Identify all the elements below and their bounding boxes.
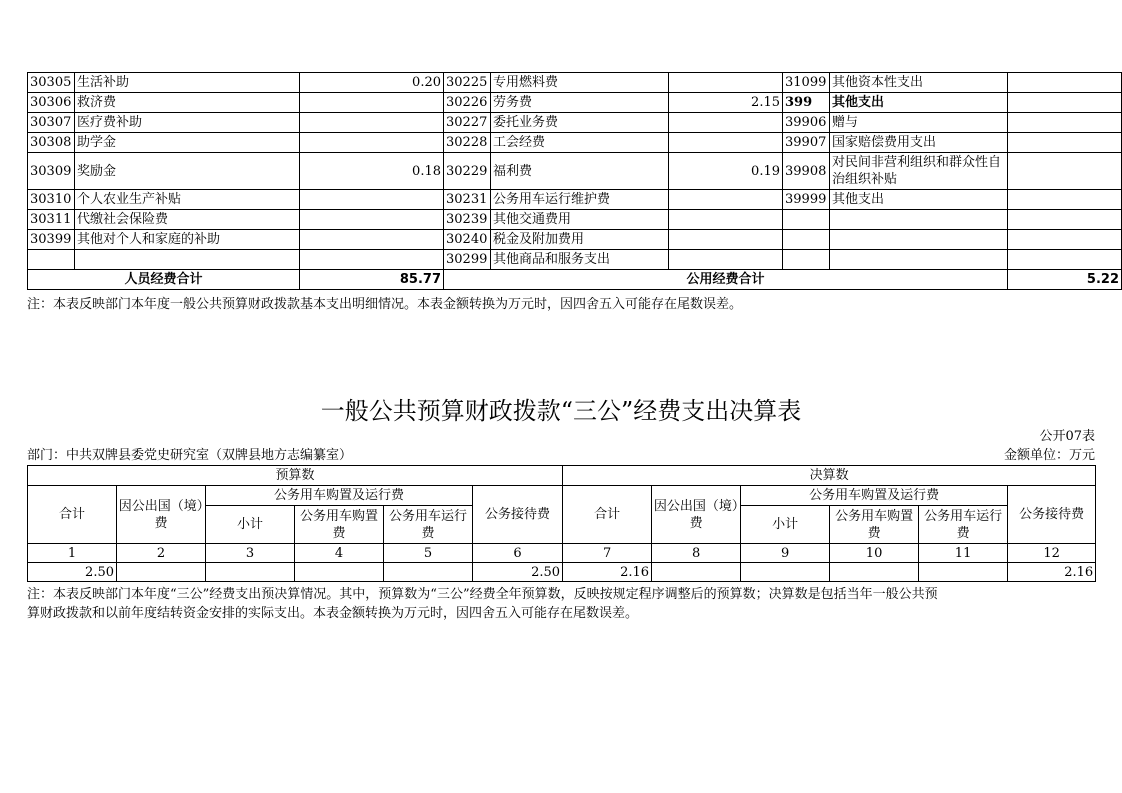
amount-cell [669, 113, 783, 133]
value-cell [206, 563, 295, 582]
code-cell [28, 250, 75, 270]
column-number-cell: 2 [117, 544, 206, 563]
value-cell [295, 563, 384, 582]
code-cell: 30228 [444, 133, 491, 153]
amount-cell [300, 230, 444, 250]
column-number-cell: 1 [28, 544, 117, 563]
item-cell [75, 250, 300, 270]
amount-cell [669, 133, 783, 153]
amount-cell [1008, 113, 1122, 133]
note-three-public-line2: 算财政拨款和以前年度结转资金安排的实际支出。本表金额转换为万元时，因四舍五入可能存在尾数误差。 [27, 606, 639, 621]
column-number-cell: 8 [652, 544, 741, 563]
item-cell [830, 230, 1008, 250]
code-cell: 39908 [783, 153, 830, 190]
amount-cell [1008, 230, 1122, 250]
code-cell: 30307 [28, 113, 75, 133]
final-total-header: 合计 [563, 486, 652, 544]
value-cell: 2.16 [1008, 563, 1096, 582]
item-cell: 其他交通费用 [491, 210, 669, 230]
final-header: 决算数 [563, 466, 1096, 486]
amount-cell [1008, 93, 1122, 113]
code-cell: 30239 [444, 210, 491, 230]
item-cell: 其他商品和服务支出 [491, 250, 669, 270]
amount-cell [300, 210, 444, 230]
amount-cell: 2.15 [669, 93, 783, 113]
value-cell: 2.50 [28, 563, 117, 582]
form-code: 公开07表 [1039, 429, 1095, 444]
amount-cell [1008, 250, 1122, 270]
amount-cell [300, 113, 444, 133]
code-cell: 30231 [444, 190, 491, 210]
column-number-cell: 10 [830, 544, 919, 563]
item-cell [830, 210, 1008, 230]
value-cell: 2.50 [473, 563, 563, 582]
value-row [28, 563, 1096, 582]
amount-cell [1008, 210, 1122, 230]
item-cell: 救济费 [75, 93, 300, 113]
table-row [28, 73, 1122, 93]
item-cell: 其他支出 [830, 93, 1008, 113]
table-row [28, 190, 1122, 210]
code-cell: 30229 [444, 153, 491, 190]
item-cell: 个人农业生产补贴 [75, 190, 300, 210]
item-cell: 劳务费 [491, 93, 669, 113]
item-cell: 税金及附加费用 [491, 230, 669, 250]
totals-row [28, 270, 1122, 290]
code-cell: 31099 [783, 73, 830, 93]
column-number-cell: 5 [384, 544, 473, 563]
item-cell: 奖励金 [75, 153, 300, 190]
code-cell: 30310 [28, 190, 75, 210]
code-cell [783, 210, 830, 230]
item-cell: 医疗费补助 [75, 113, 300, 133]
code-cell: 30309 [28, 153, 75, 190]
final-abroad-header: 因公出国（境）费 [652, 486, 741, 544]
amount-cell [1008, 153, 1122, 190]
budget-abroad-header: 因公出国（境）费 [117, 486, 206, 544]
value-cell [652, 563, 741, 582]
department-label: 部门：中共双牌县委党史研究室（双牌县地方志编纂室） [27, 448, 353, 463]
item-cell: 其他资本性支出 [830, 73, 1008, 93]
amount-cell [300, 190, 444, 210]
page-title: 一般公共预算财政拨款“三公”经费支出决算表 [320, 397, 802, 425]
value-cell [117, 563, 206, 582]
code-cell: 39907 [783, 133, 830, 153]
note-three-public-line1: 注：本表反映部门本年度“三公”经费支出预决算情况。其中，预算数为“三公”经费全年预算数，反映按规定程序调整后的预算数；决算数是包括当年一般公共预 [27, 587, 938, 602]
final-vehicle-group-header: 公务用车购置及运行费 [741, 486, 1008, 506]
unit-label: 金额单位：万元 [1003, 448, 1095, 463]
amount-cell [300, 93, 444, 113]
code-cell: 30305 [28, 73, 75, 93]
code-cell: 30308 [28, 133, 75, 153]
item-cell: 委托业务费 [491, 113, 669, 133]
budget-reception-header: 公务接待费 [473, 486, 563, 544]
table-row [28, 133, 1122, 153]
amount-cell: 0.20 [300, 73, 444, 93]
code-cell [783, 250, 830, 270]
final-reception-header: 公务接待费 [1008, 486, 1096, 544]
item-cell: 国家赔偿费用支出 [830, 133, 1008, 153]
table-row [28, 250, 1122, 270]
item-cell: 其他支出 [830, 190, 1008, 210]
budget-subtotal-header: 小计 [206, 506, 295, 544]
amount-cell [669, 210, 783, 230]
three-public-expenses-table [27, 465, 1096, 582]
column-number-cell: 7 [563, 544, 652, 563]
amount-cell [1008, 73, 1122, 93]
item-cell: 代缴社会保险费 [75, 210, 300, 230]
budget-vehicle-purchase-header: 公务用车购置费 [295, 506, 384, 544]
amount-cell [669, 190, 783, 210]
item-cell: 助学金 [75, 133, 300, 153]
item-cell: 生活补助 [75, 73, 300, 93]
final-vehicle-purchase-header: 公务用车购置费 [830, 506, 919, 544]
item-cell: 专用燃料费 [491, 73, 669, 93]
column-number-cell: 3 [206, 544, 295, 563]
note-basic-expenditure: 注：本表反映部门本年度一般公共预算财政拨款基本支出明细情况。本表金额转换为万元时，因四舍五入可能存在尾数误差。 [27, 297, 743, 312]
item-cell: 公务用车运行维护费 [491, 190, 669, 210]
public-total-label: 公用经费合计 [444, 270, 1008, 290]
code-cell: 30311 [28, 210, 75, 230]
column-number-cell: 6 [473, 544, 563, 563]
amount-cell [300, 133, 444, 153]
value-cell: 2.16 [563, 563, 652, 582]
code-cell: 39999 [783, 190, 830, 210]
amount-cell [1008, 190, 1122, 210]
item-cell: 工会经费 [491, 133, 669, 153]
code-cell: 30226 [444, 93, 491, 113]
item-cell: 福利费 [491, 153, 669, 190]
code-cell [783, 230, 830, 250]
code-cell: 30240 [444, 230, 491, 250]
column-number-cell: 12 [1008, 544, 1096, 563]
table-row [28, 113, 1122, 133]
value-cell [384, 563, 473, 582]
table-row [28, 230, 1122, 250]
code-cell: 399 [783, 93, 830, 113]
code-cell: 30299 [444, 250, 491, 270]
public-total-value: 5.22 [1008, 270, 1122, 290]
column-number-cell: 11 [919, 544, 1008, 563]
amount-cell [1008, 133, 1122, 153]
budget-header: 预算数 [28, 466, 563, 486]
item-cell: 赠与 [830, 113, 1008, 133]
final-vehicle-operation-header: 公务用车运行费 [919, 506, 1008, 544]
value-cell [741, 563, 830, 582]
item-cell: 其他对个人和家庭的补助 [75, 230, 300, 250]
personnel-total-label: 人员经费合计 [28, 270, 300, 290]
final-subtotal-header: 小计 [741, 506, 830, 544]
value-cell [919, 563, 1008, 582]
amount-cell [669, 73, 783, 93]
budget-vehicle-group-header: 公务用车购置及运行费 [206, 486, 473, 506]
code-cell: 39906 [783, 113, 830, 133]
code-cell: 30399 [28, 230, 75, 250]
amount-cell [300, 250, 444, 270]
amount-cell [669, 250, 783, 270]
code-cell: 30225 [444, 73, 491, 93]
budget-vehicle-operation-header: 公务用车运行费 [384, 506, 473, 544]
item-cell [830, 250, 1008, 270]
table-row [28, 93, 1122, 113]
code-cell: 30227 [444, 113, 491, 133]
amount-cell: 0.18 [300, 153, 444, 190]
item-cell: 对民间非营利组织和群众性自治组织补贴 [830, 153, 1008, 190]
column-number-cell: 9 [741, 544, 830, 563]
column-number-row [28, 544, 1096, 563]
table-row [28, 153, 1122, 190]
column-number-cell: 4 [295, 544, 384, 563]
amount-cell: 0.19 [669, 153, 783, 190]
amount-cell [669, 230, 783, 250]
budget-total-header: 合计 [28, 486, 117, 544]
basic-expenditure-table [27, 72, 1122, 290]
code-cell: 30306 [28, 93, 75, 113]
personnel-total-value: 85.77 [300, 270, 444, 290]
table-row [28, 210, 1122, 230]
value-cell [830, 563, 919, 582]
